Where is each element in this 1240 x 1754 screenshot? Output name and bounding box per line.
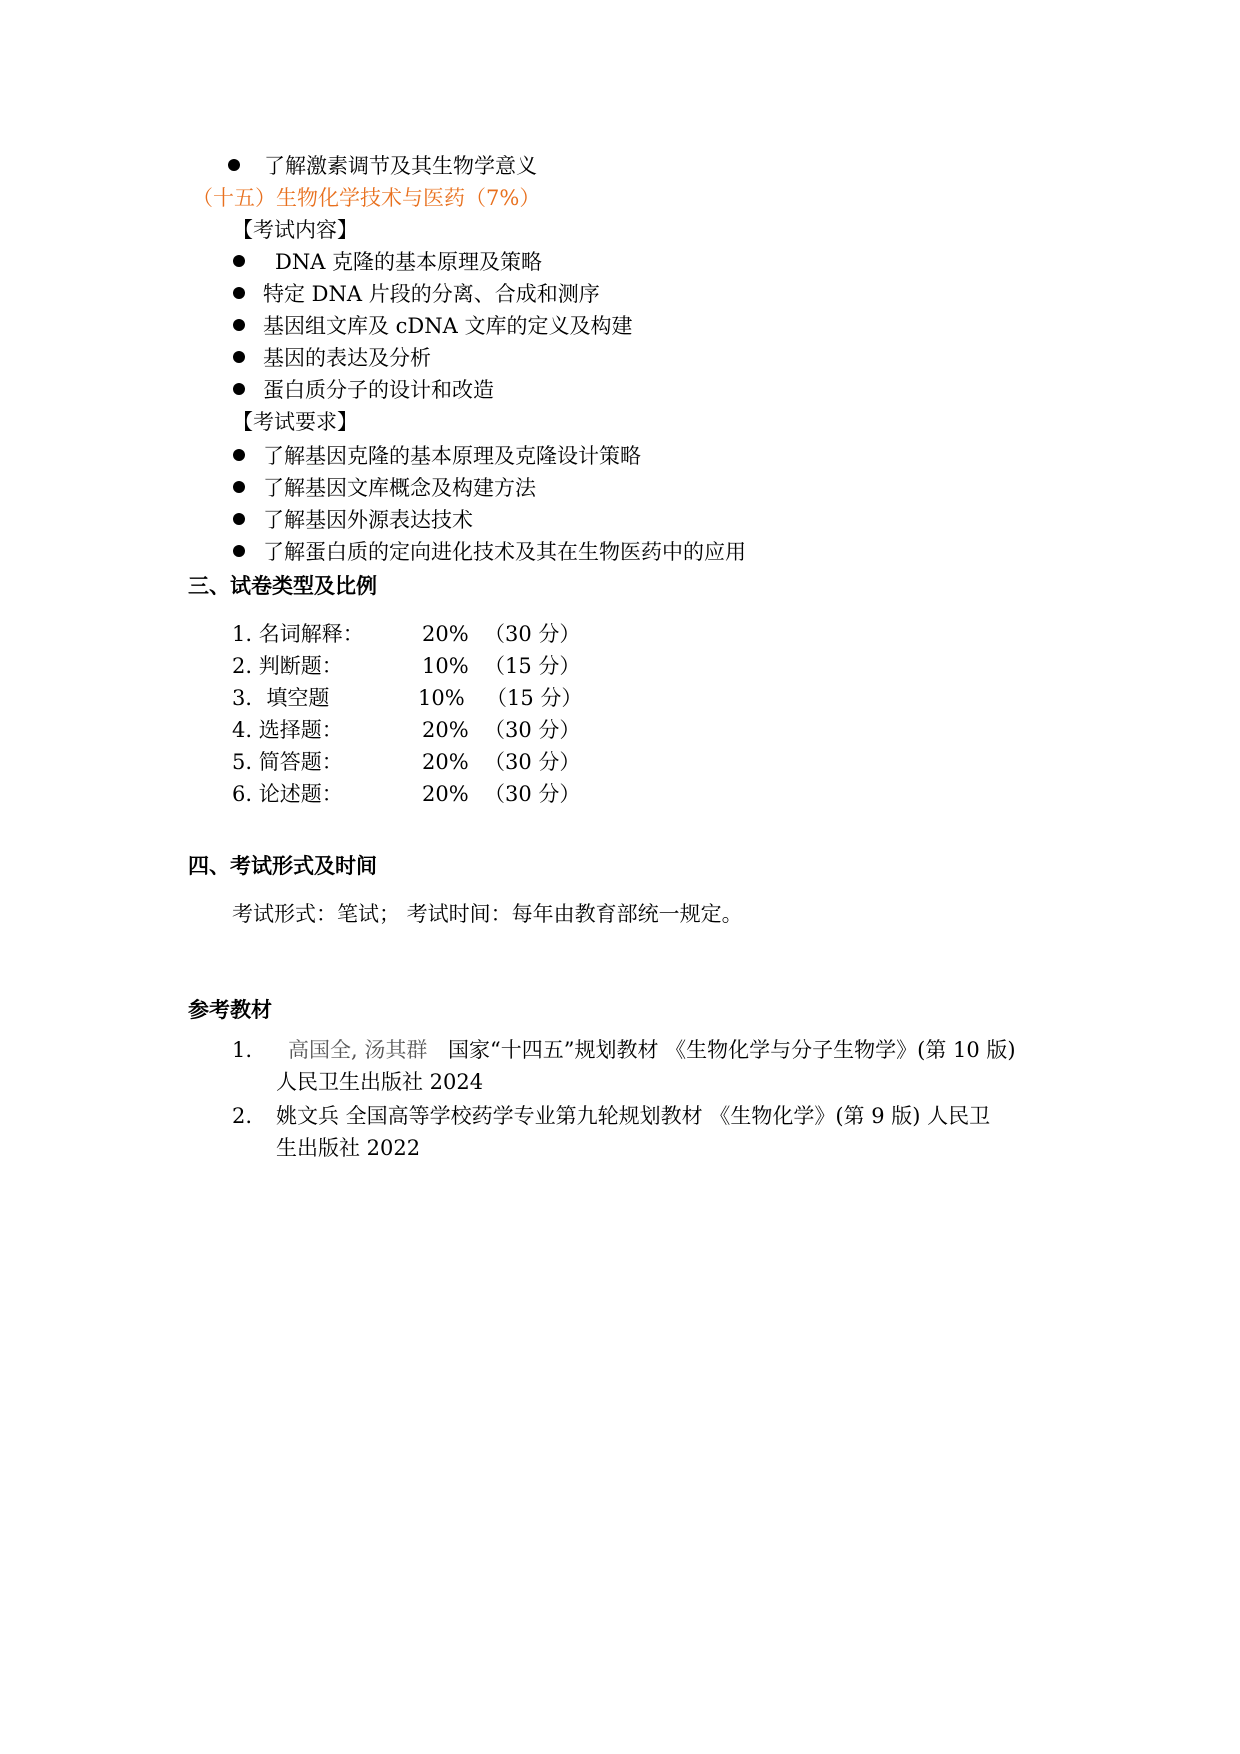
reference-line: 姚文兵 全国高等学校药学专业第九轮规划教材 《生物化学》(第 9 版) 人民卫 xyxy=(276,1104,991,1128)
hormone-item: 了解激素调节及其生物学意义 xyxy=(264,154,537,178)
reference-line: 生出版社 2022 xyxy=(276,1136,421,1160)
score-row-pct: 20% xyxy=(422,718,469,742)
score-row-score: （15 分） xyxy=(484,654,581,678)
bullet-dot xyxy=(233,449,245,461)
reference-line: 国家“十四五”规划教材 《生物化学与分子生物学》(第 10 版) xyxy=(448,1038,1016,1062)
content-item: 基因的表达及分析 xyxy=(263,346,431,370)
reference-line: 人民卫生出版社 2024 xyxy=(276,1070,484,1094)
score-row-score: （30 分） xyxy=(484,750,581,774)
reference-number: 2. xyxy=(232,1104,253,1128)
score-row-pct: 20% xyxy=(422,622,469,646)
score-row-label: 1. 名词解释： xyxy=(232,622,364,646)
exam-form-text: 考试形式：笔试； 考试时间：每年由教育部统一规定。 xyxy=(232,902,743,926)
score-row-label: 6. 论述题： xyxy=(232,782,343,806)
score-row-score: （15 分） xyxy=(486,686,583,710)
section3-heading: 三、试卷类型及比例 xyxy=(188,574,377,598)
section15-heading: （十五）生物化学技术与医药（7%） xyxy=(192,186,541,210)
score-row-score: （30 分） xyxy=(484,622,581,646)
bullet-dot xyxy=(233,319,245,331)
score-row-label: 5. 简答题： xyxy=(232,750,343,774)
bullet-dot xyxy=(233,481,245,493)
bullet-dot xyxy=(233,513,245,525)
content-label: 【考试内容】 xyxy=(232,218,358,242)
score-row-label: 2. 判断题： xyxy=(232,654,343,678)
content-item: 蛋白质分子的设计和改造 xyxy=(263,378,494,402)
bullet-dot xyxy=(233,255,245,267)
bullet-dot xyxy=(233,545,245,557)
score-row-label: 3．填空题 xyxy=(232,686,330,710)
bullet-dot xyxy=(233,383,245,395)
reference-number: 1. xyxy=(232,1038,253,1062)
requirement-item: 了解基因文库概念及构建方法 xyxy=(263,476,536,500)
score-row-pct: 20% xyxy=(422,750,469,774)
requirement-item: 了解基因克隆的基本原理及克隆设计策略 xyxy=(263,444,641,468)
references-heading: 参考教材 xyxy=(188,998,272,1022)
content-item: 基因组文库及 cDNA 文库的定义及构建 xyxy=(263,314,633,338)
content-item: 特定 DNA 片段的分离、合成和测序 xyxy=(263,282,600,306)
bullet-dot xyxy=(233,351,245,363)
content-item: DNA 克隆的基本原理及策略 xyxy=(275,250,543,274)
requirement-item: 了解基因外源表达技术 xyxy=(263,508,473,532)
score-row-label: 4. 选择题： xyxy=(232,718,343,742)
requirement-item: 了解蛋白质的定向进化技术及其在生物医药中的应用 xyxy=(263,540,746,564)
requirement-label: 【考试要求】 xyxy=(232,410,358,434)
score-row-pct: 20% xyxy=(422,782,469,806)
bullet-dot xyxy=(228,159,240,171)
bullet-dot xyxy=(233,287,245,299)
score-row-pct: 10% xyxy=(422,654,469,678)
score-row-score: （30 分） xyxy=(484,782,581,806)
score-row-score: （30 分） xyxy=(484,718,581,742)
score-row-pct: 10% xyxy=(418,686,465,710)
reference-authors: 高国全, 汤其群 xyxy=(288,1038,428,1062)
section4-heading: 四、考试形式及时间 xyxy=(188,854,377,878)
